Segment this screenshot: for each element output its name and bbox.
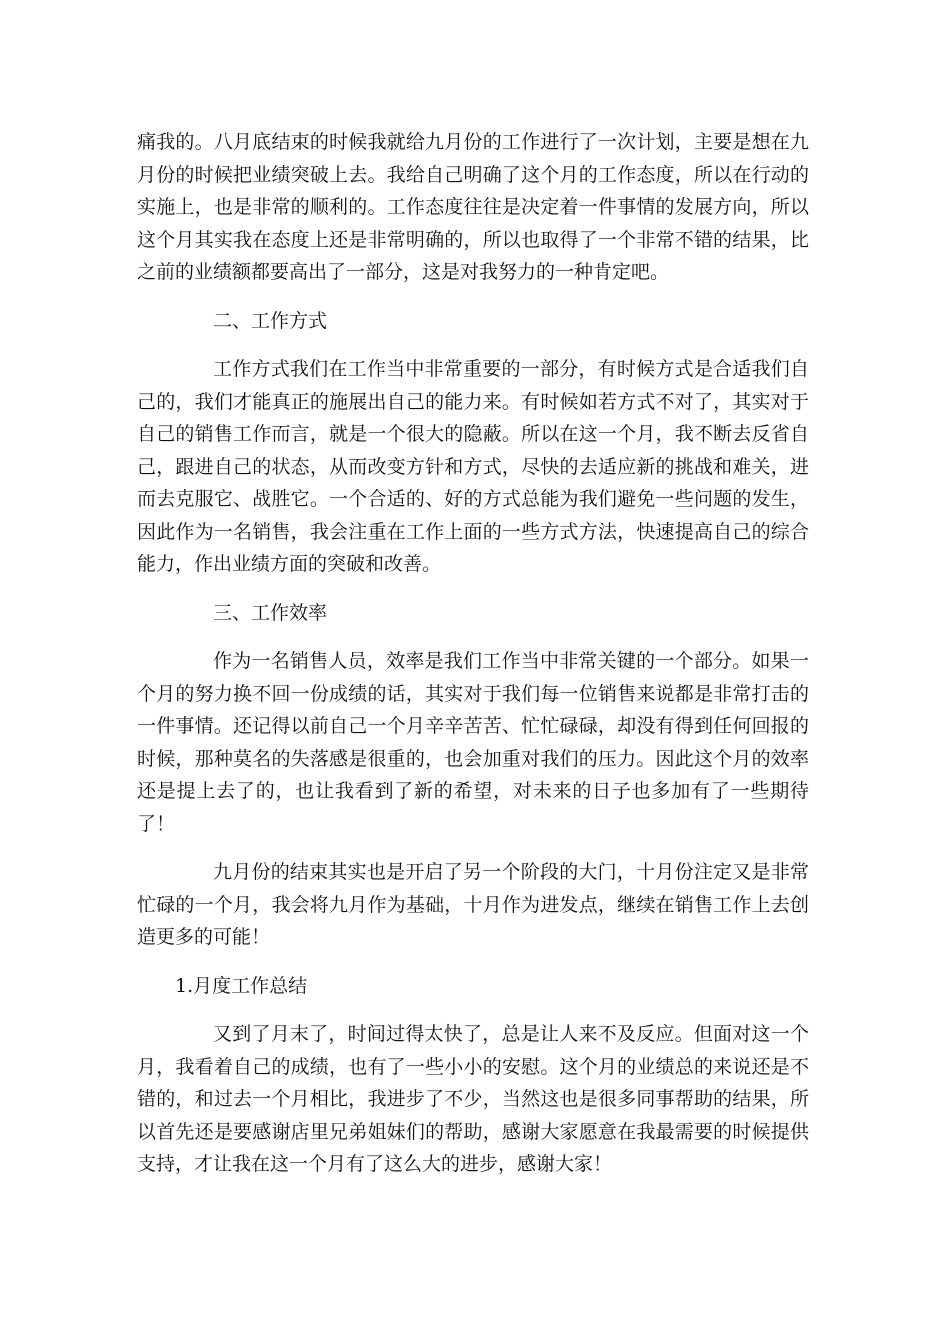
paragraph-work-efficiency: 作为一名销售人员，效率是我们工作当中非常关键的一个部分。如果一个月的努力换不回一份成绩的话，其实对于我们每一位销售来说都是非常打击的一件事情。还记得以前自己一个月辛辛苦苦、忙忙碌碌，却没有得到任何回报的时候，那种莫名的失落感是很重的，也会加重对我们的压力。因此这个月的效率还是提上去了的，也让我看到了新的希望，对未来的日子也多加有了一些期待了！ — [137, 650, 809, 835]
section-heading-monthly-summary: 1.月度工作总结 — [175, 974, 308, 997]
paragraph-work-method: 工作方式我们在工作当中非常重要的一部分，有时候方式是合适我们自己的，我们才能真正的施展出自己的能力来。有时候如若方式不对了，其实对于自己的销售工作而言，就是一个很大的隐蔽。所以在这一个月，我不断去反省自己，跟进自己的状态，从而改变方针和方式，尽快的去适应新的挑战和难关，进而去克服它、战胜它。一个合适的、好的方式总能为我们避免一些问题的发生，因此作为一名销售，我会注重在工作上面的一些方式方法，快速提高自己的综合能力，作出业绩方面的突破和改善。 — [137, 358, 809, 575]
section-heading-work-method: 二、工作方式 — [213, 309, 328, 332]
paragraph-continuation: 痛我的。八月底结束的时候我就给九月份的工作进行了一次计划，主要是想在九月份的时候把业绩突破上去。我给自己明确了这个月的工作态度，所以在行动的实施上，也是非常的顺利的。工作态度往往是决定着一件事情的发展方向，所以这个月其实我在态度上还是非常明确的，所以也取得了一个非常不错的结果，比之前的业绩额都要高出了一部分，这是对我努力的一种肯定吧。 — [137, 131, 809, 283]
paragraph-monthly-summary: 又到了月末了，时间过得太快了，总是让人来不及反应。但面对这一个月，我看着自己的成绩，也有了一些小小的安慰。这个月的业绩总的来说还是不错的，和过去一个月相比，我进步了不少，当然这也是很多同事帮助的结果，所以首先还是要感谢店里兄弟姐妹们的帮助，感谢大家愿意在我最需要的时候提供支持，才让我在这一个月有了这么大的进步，感谢大家！ — [137, 1023, 809, 1175]
document-body — [137, 126, 809, 1197]
paragraph-september-end: 九月份的结束其实也是开启了另一个阶段的大门，十月份注定又是非常忙碌的一个月，我会将九月作为基础，十月作为进发点，继续在销售工作上去创造更多的可能！ — [137, 861, 809, 948]
section-heading-work-efficiency: 三、工作效率 — [213, 601, 328, 624]
